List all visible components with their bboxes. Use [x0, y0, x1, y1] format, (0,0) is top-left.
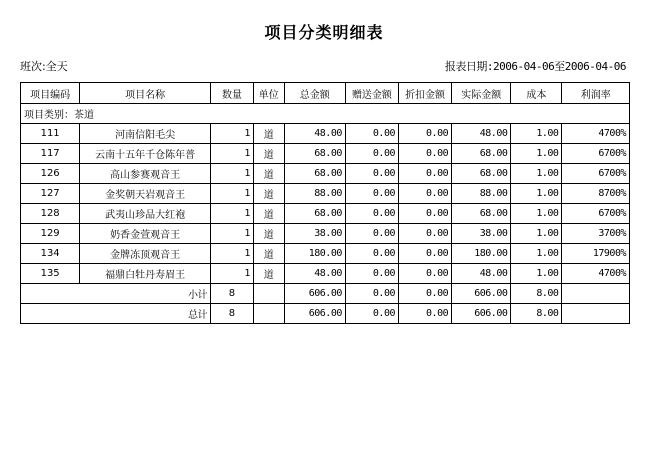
actual-amount-cell: 38.00 [452, 224, 511, 244]
quantity-cell: 1 [211, 264, 254, 284]
subtotal-row [21, 284, 630, 304]
header-gift-amount: 赠送金额 [345, 83, 398, 104]
quantity-cell: 1 [211, 224, 254, 244]
grand-total-quantity: 8 [211, 304, 254, 324]
gift-amount-cell: 0.00 [345, 244, 398, 264]
cost-cell: 1.00 [511, 184, 562, 204]
item-name-cell: 高山参赛观音王 [80, 164, 211, 184]
table-row [21, 144, 630, 164]
cost-cell: 1.00 [511, 204, 562, 224]
cost-cell: 1.00 [511, 224, 562, 244]
actual-amount-cell: 68.00 [452, 204, 511, 224]
shift-label: 班次:全天 [20, 60, 68, 73]
item-code-cell: 126 [21, 164, 80, 184]
unit-cell: 道 [253, 184, 284, 204]
actual-amount-cell: 48.00 [452, 124, 511, 144]
header-total-amount: 总金额 [284, 83, 345, 104]
profit-rate-cell: 4700% [562, 264, 630, 284]
unit-cell: 道 [253, 264, 284, 284]
gift-amount-cell: 0.00 [345, 264, 398, 284]
quantity-cell: 1 [211, 144, 254, 164]
table-header-row [21, 83, 630, 104]
discount-amount-cell: 0.00 [399, 224, 452, 244]
header-discount-amount: 折扣金额 [399, 83, 452, 104]
actual-amount-cell: 68.00 [452, 164, 511, 184]
gift-amount-cell: 0.00 [345, 144, 398, 164]
subtotal-gift-amount: 0.00 [345, 284, 398, 304]
actual-amount-cell: 88.00 [452, 184, 511, 204]
item-name-cell: 武夷山珍品大红袍 [80, 204, 211, 224]
gift-amount-cell: 0.00 [345, 224, 398, 244]
total-amount-cell: 48.00 [284, 124, 345, 144]
profit-rate-cell: 4700% [562, 124, 630, 144]
item-name-cell: 奶香金萱观音王 [80, 224, 211, 244]
item-name-cell: 河南信阳毛尖 [80, 124, 211, 144]
unit-cell: 道 [253, 124, 284, 144]
profit-rate-cell: 17900% [562, 244, 630, 264]
quantity-cell: 1 [211, 124, 254, 144]
gift-amount-cell: 0.00 [345, 164, 398, 184]
item-code-cell: 128 [21, 204, 80, 224]
total-amount-cell: 48.00 [284, 264, 345, 284]
gift-amount-cell: 0.00 [345, 184, 398, 204]
grand-total-discount-amount: 0.00 [399, 304, 452, 324]
item-code-cell: 135 [21, 264, 80, 284]
detail-table [20, 82, 630, 324]
item-code-cell: 117 [21, 144, 80, 164]
item-code-cell: 127 [21, 184, 80, 204]
subtotal-actual-amount: 606.00 [452, 284, 511, 304]
item-code-cell: 134 [21, 244, 80, 264]
unit-cell: 道 [253, 224, 284, 244]
item-name-cell: 金奖朝天岩观音王 [80, 184, 211, 204]
grand-total-gift-amount: 0.00 [345, 304, 398, 324]
header-cost: 成本 [511, 83, 562, 104]
header-actual-amount: 实际金额 [452, 83, 511, 104]
actual-amount-cell: 180.00 [452, 244, 511, 264]
cost-cell: 1.00 [511, 164, 562, 184]
subtotal-cost: 8.00 [511, 284, 562, 304]
item-name-cell: 金牌冻顶观音王 [80, 244, 211, 264]
quantity-cell: 1 [211, 184, 254, 204]
subtotal-discount-amount: 0.00 [399, 284, 452, 304]
table-row [21, 244, 630, 264]
subtotal-total-amount: 606.00 [284, 284, 345, 304]
profit-rate-cell: 3700% [562, 224, 630, 244]
table-row [21, 184, 630, 204]
grand-total-actual-amount: 606.00 [452, 304, 511, 324]
unit-cell: 道 [253, 144, 284, 164]
report-date-range: 报表日期:2006-04-06至2006-04-06 [444, 60, 626, 73]
table-row [21, 224, 630, 244]
subtotal-label: 小计 [80, 284, 211, 304]
grand-total-row [21, 304, 630, 324]
header-quantity: 数量 [211, 83, 254, 104]
quantity-cell: 1 [211, 164, 254, 184]
report-title: 项目分类明细表 [264, 23, 384, 42]
cost-cell: 1.00 [511, 244, 562, 264]
unit-cell: 道 [253, 204, 284, 224]
category-label: 项目类别：茶道 [21, 104, 630, 124]
discount-amount-cell: 0.00 [399, 164, 452, 184]
gift-amount-cell: 0.00 [345, 124, 398, 144]
header-profit-rate: 利润率 [562, 83, 630, 104]
total-amount-cell: 68.00 [284, 164, 345, 184]
discount-amount-cell: 0.00 [399, 144, 452, 164]
grand-total-cost: 8.00 [511, 304, 562, 324]
item-code-cell: 111 [21, 124, 80, 144]
cost-cell: 1.00 [511, 144, 562, 164]
table-row [21, 264, 630, 284]
gift-amount-cell: 0.00 [345, 204, 398, 224]
total-amount-cell: 68.00 [284, 204, 345, 224]
grand-total-label: 总计 [80, 304, 211, 324]
table-row [21, 124, 630, 144]
grand-total-total-amount: 606.00 [284, 304, 345, 324]
unit-cell: 道 [253, 164, 284, 184]
quantity-cell: 1 [211, 244, 254, 264]
profit-rate-cell: 8700% [562, 184, 630, 204]
unit-cell: 道 [253, 244, 284, 264]
item-code-cell: 129 [21, 224, 80, 244]
cost-cell: 1.00 [511, 264, 562, 284]
table-row [21, 164, 630, 184]
profit-rate-cell: 6700% [562, 204, 630, 224]
header-item-name: 项目名称 [80, 83, 211, 104]
profit-rate-cell: 6700% [562, 164, 630, 184]
item-name-cell: 云南十五年千仓陈年普 [80, 144, 211, 164]
cost-cell: 1.00 [511, 124, 562, 144]
actual-amount-cell: 48.00 [452, 264, 511, 284]
quantity-cell: 1 [211, 204, 254, 224]
discount-amount-cell: 0.00 [399, 264, 452, 284]
discount-amount-cell: 0.00 [399, 204, 452, 224]
discount-amount-cell: 0.00 [399, 124, 452, 144]
actual-amount-cell: 68.00 [452, 144, 511, 164]
total-amount-cell: 38.00 [284, 224, 345, 244]
header-item-code: 项目编码 [21, 83, 80, 104]
total-amount-cell: 88.00 [284, 184, 345, 204]
discount-amount-cell: 0.00 [399, 244, 452, 264]
total-amount-cell: 68.00 [284, 144, 345, 164]
category-row [21, 104, 630, 124]
table-row [21, 204, 630, 224]
total-amount-cell: 180.00 [284, 244, 345, 264]
header-unit: 单位 [253, 83, 284, 104]
subtotal-quantity: 8 [211, 284, 254, 304]
profit-rate-cell: 6700% [562, 144, 630, 164]
discount-amount-cell: 0.00 [399, 184, 452, 204]
item-name-cell: 福鼎白牡丹寿眉王 [80, 264, 211, 284]
